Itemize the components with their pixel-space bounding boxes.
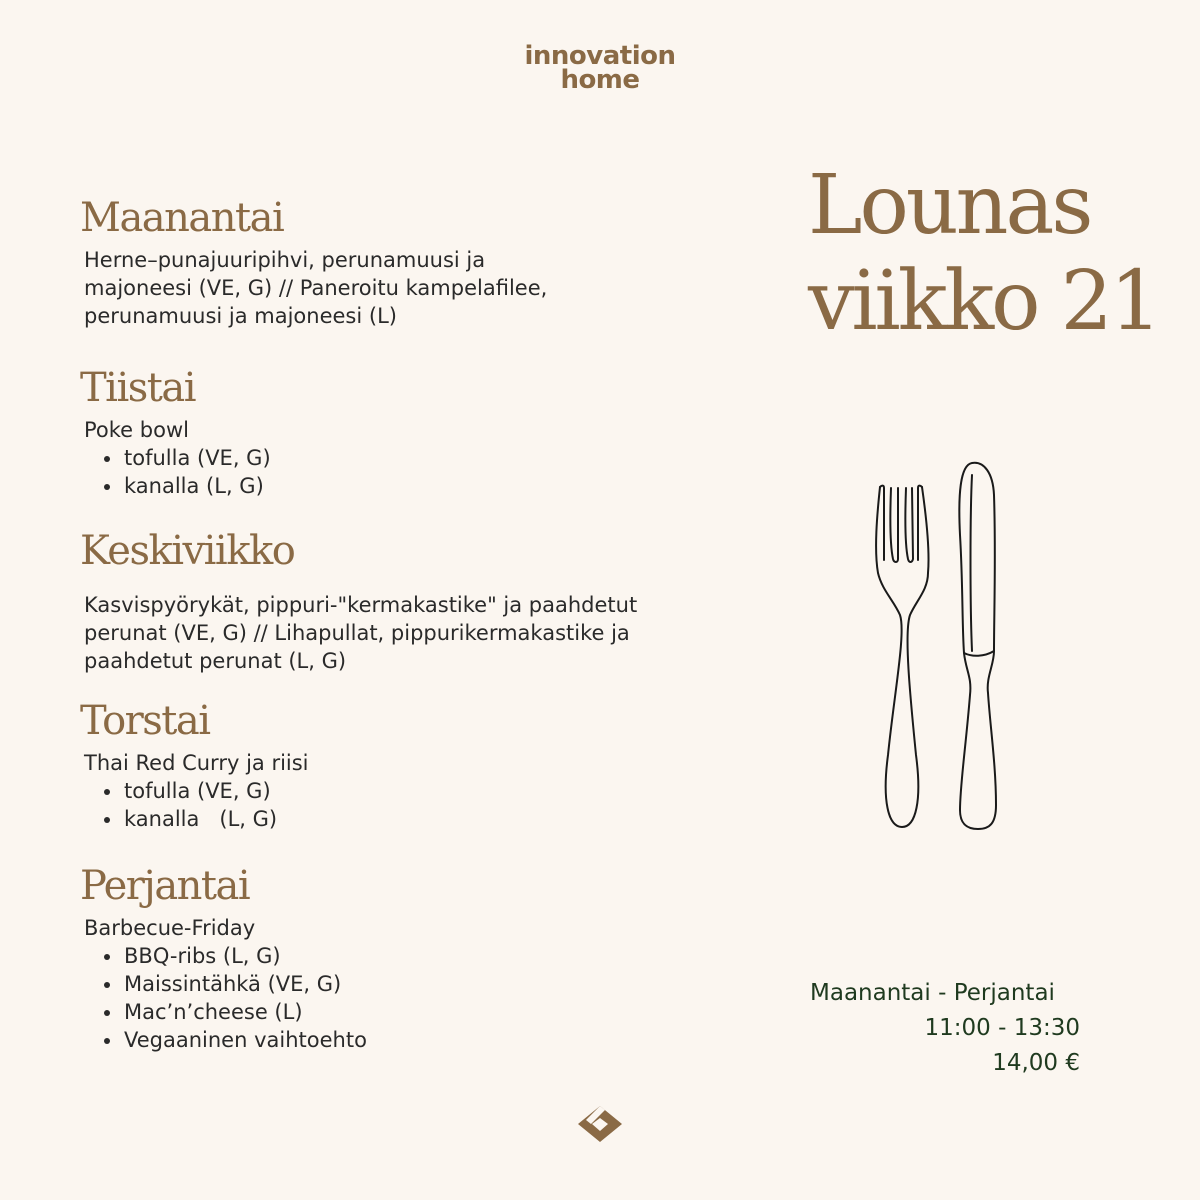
day-description: Poke bowl <box>84 418 189 442</box>
opening-info <box>810 976 1080 1081</box>
day-title: Maanantai <box>80 195 284 241</box>
list-item: tofulla (VE, G) <box>104 777 722 805</box>
day-title: Tiistai <box>80 365 196 411</box>
opening-time: 11:00 - 13:30 <box>924 1015 1080 1041</box>
brand-line-2: home <box>560 65 640 95</box>
day-monday <box>82 196 722 330</box>
list-item: Mac’n’cheese (L) <box>104 998 722 1026</box>
list-item: kanalla (L, G) <box>104 805 722 833</box>
day-title: Keskiviikko <box>80 528 295 574</box>
dish-options <box>82 942 722 1054</box>
page-title <box>808 158 1159 350</box>
list-item: BBQ-ribs (L, G) <box>104 942 722 970</box>
opening-days: Maanantai - Perjantai <box>810 980 1055 1006</box>
day-description: Kasvispyörykät, pippuri-"kermakastike" ja paahdetut perunat (VE, G) // Lihapullat, pippurikermakastike ja paahdetut perunat (L, G) <box>84 593 638 673</box>
day-thursday <box>82 699 722 833</box>
lunch-price: 14,00 € <box>992 1050 1080 1076</box>
day-friday <box>82 864 722 1054</box>
day-description: Barbecue-Friday <box>84 916 256 940</box>
list-item: kanalla (L, G) <box>104 472 722 500</box>
list-item: Vegaaninen vaihtoehto <box>104 1026 722 1054</box>
day-description: Herne–punajuuripihvi, perunamuusi ja majoneesi (VE, G) // Paneroitu kampelafilee, perunamuusi ja majoneesi (L) <box>84 248 548 328</box>
brand-logo <box>0 41 1200 95</box>
day-description: Thai Red Curry ja riisi <box>84 751 309 775</box>
innovation-home-mark-icon <box>574 1102 626 1150</box>
day-title: Torstai <box>80 698 210 744</box>
list-item: tofulla (VE, G) <box>104 444 722 472</box>
day-title: Perjantai <box>80 863 250 909</box>
dish-options <box>82 777 722 833</box>
day-wednesday <box>82 529 722 675</box>
dish-options <box>82 444 722 500</box>
title-line-1: Lounas <box>808 158 1091 253</box>
brand-line-1: innovation <box>524 41 676 71</box>
title-line-2: viikko 21 <box>808 254 1159 349</box>
list-item: Maissintähkä (VE, G) <box>104 970 722 998</box>
fork-knife-icon <box>860 455 1020 839</box>
day-tuesday <box>82 366 722 500</box>
